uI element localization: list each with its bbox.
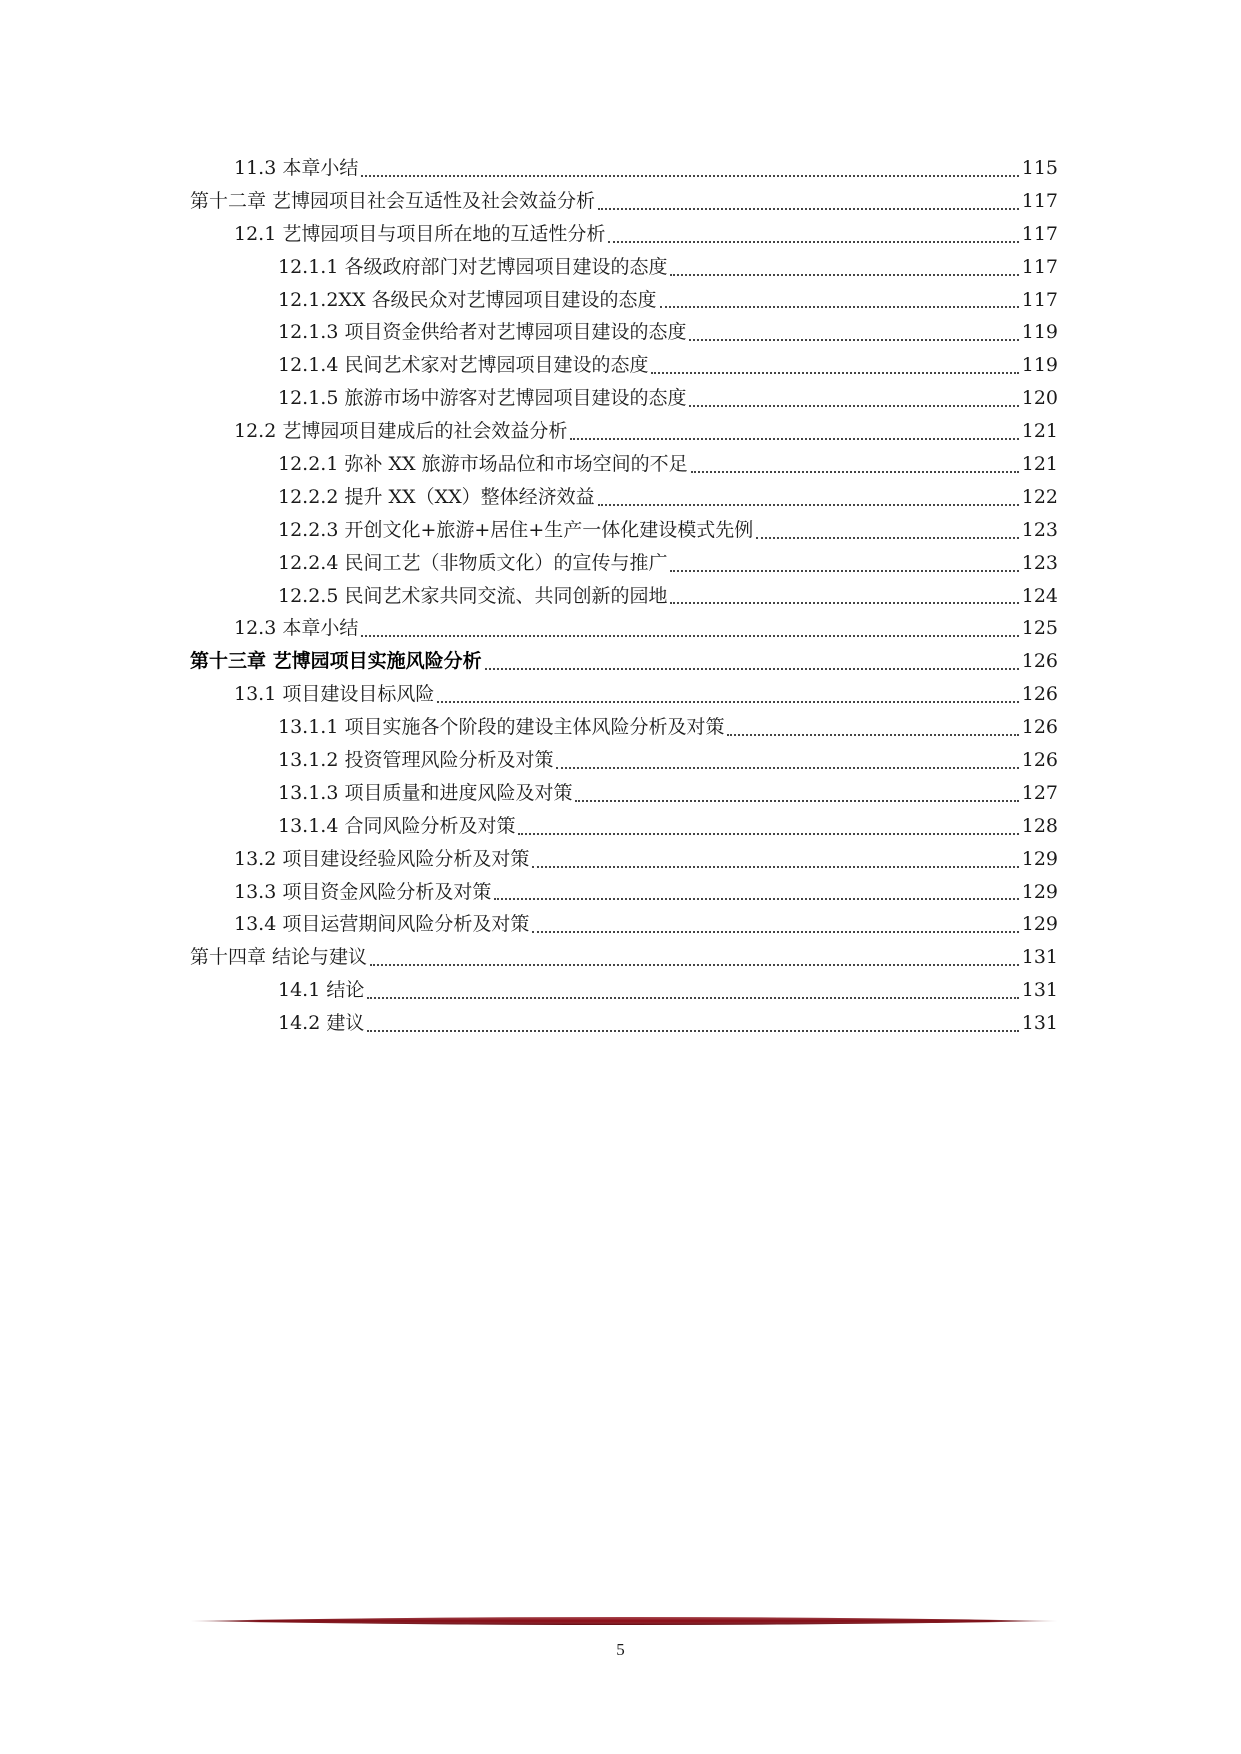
toc-entry-title: 13.2 项目建设经验风险分析及对策 bbox=[234, 847, 530, 870]
toc-entry-page-number: 121 bbox=[1021, 452, 1058, 475]
toc-entry-title: 第十二章 艺博园项目社会互适性及社会效益分析 bbox=[190, 189, 596, 212]
toc-dot-leader bbox=[437, 701, 1018, 703]
toc-entry-title: 11.3 本章小结 bbox=[234, 156, 359, 179]
toc-entry-page-number: 124 bbox=[1021, 584, 1058, 607]
toc-entry[interactable] bbox=[190, 876, 1058, 909]
toc-dot-leader bbox=[689, 339, 1018, 341]
toc-entry-title: 14.2 建议 bbox=[278, 1012, 365, 1035]
toc-entry-title: 12.2.2 提升 XX（XX）整体经济效益 bbox=[278, 485, 595, 508]
toc-entry-title: 12.2.3 开创文化+旅游+居住+生产一体化建设模式先例 bbox=[278, 518, 754, 541]
toc-entry[interactable] bbox=[190, 185, 1058, 218]
toc-entry[interactable] bbox=[190, 777, 1058, 810]
toc-entry[interactable] bbox=[190, 547, 1058, 580]
toc-entry[interactable] bbox=[190, 514, 1058, 547]
toc-entry[interactable] bbox=[190, 843, 1058, 876]
toc-entry[interactable] bbox=[190, 251, 1058, 284]
toc-entry-page-number: 119 bbox=[1021, 321, 1058, 344]
toc-entry-title: 13.1.4 合同风险分析及对策 bbox=[278, 814, 516, 837]
toc-dot-leader bbox=[361, 175, 1018, 177]
toc-entry[interactable] bbox=[190, 415, 1058, 448]
toc-dot-leader bbox=[556, 767, 1018, 769]
toc-entry[interactable] bbox=[190, 711, 1058, 744]
toc-entry-title: 12.1.2XX 各级民众对艺博园项目建设的态度 bbox=[278, 288, 657, 311]
toc-entry-page-number: 120 bbox=[1021, 387, 1058, 410]
toc-entry-page-number: 121 bbox=[1021, 420, 1058, 443]
toc-entry-page-number: 131 bbox=[1021, 1012, 1058, 1035]
toc-dot-leader bbox=[670, 570, 1018, 572]
toc-entry-title: 12.1.5 旅游市场中游客对艺博园项目建设的态度 bbox=[278, 387, 687, 410]
page-number: 5 bbox=[616, 1640, 625, 1659]
toc-entry-page-number: 117 bbox=[1021, 222, 1058, 245]
toc-dot-leader bbox=[570, 438, 1018, 440]
toc-entry[interactable] bbox=[190, 941, 1058, 974]
toc-dot-leader bbox=[532, 931, 1018, 933]
toc-dot-leader bbox=[670, 274, 1018, 276]
toc-dot-leader bbox=[598, 208, 1019, 210]
toc-entry-page-number: 129 bbox=[1021, 880, 1058, 903]
toc-entry-title: 12.2.1 弥补 XX 旅游市场品位和市场空间的不足 bbox=[278, 452, 688, 475]
toc-dot-leader bbox=[660, 306, 1019, 308]
toc-entry-title: 12.3 本章小结 bbox=[234, 617, 359, 640]
toc-entry-title: 13.3 项目资金风险分析及对策 bbox=[234, 880, 492, 903]
footer-decorative-rule bbox=[190, 1614, 1058, 1628]
toc-entry-title: 12.2 艺博园项目建成后的社会效益分析 bbox=[234, 420, 568, 443]
toc-entry[interactable] bbox=[190, 218, 1058, 251]
toc-dot-leader bbox=[532, 866, 1018, 868]
toc-entry-page-number: 126 bbox=[1021, 683, 1058, 706]
toc-entry-page-number: 123 bbox=[1021, 518, 1058, 541]
toc-entry-title: 12.1.4 民间艺术家对艺博园项目建设的态度 bbox=[278, 354, 649, 377]
toc-entry-title: 14.1 结论 bbox=[278, 979, 365, 1002]
toc-entry[interactable] bbox=[190, 612, 1058, 645]
toc-entry-page-number: 126 bbox=[1021, 716, 1058, 739]
toc-entry-page-number: 128 bbox=[1021, 814, 1058, 837]
toc-dot-leader bbox=[367, 997, 1018, 999]
toc-entry-page-number: 115 bbox=[1021, 156, 1058, 179]
toc-entry-title: 12.1.3 项目资金供给者对艺博园项目建设的态度 bbox=[278, 321, 687, 344]
toc-entry-title: 13.1.2 投资管理风险分析及对策 bbox=[278, 748, 554, 771]
toc-entry-title: 12.2.5 民间艺术家共同交流、共同创新的园地 bbox=[278, 584, 668, 607]
toc-dot-leader bbox=[575, 800, 1018, 802]
toc-entry-page-number: 129 bbox=[1021, 847, 1058, 870]
toc-entry[interactable] bbox=[190, 678, 1058, 711]
toc-dot-leader bbox=[727, 734, 1018, 736]
toc-entry-page-number: 131 bbox=[1021, 979, 1058, 1002]
toc-entry[interactable] bbox=[190, 744, 1058, 777]
toc-entry[interactable] bbox=[190, 908, 1058, 941]
toc-entry[interactable] bbox=[190, 152, 1058, 185]
toc-entry-page-number: 131 bbox=[1021, 946, 1058, 969]
toc-entry-page-number: 123 bbox=[1021, 551, 1058, 574]
toc-dot-leader bbox=[598, 504, 1019, 506]
toc-entry-title: 13.1 项目建设目标风险 bbox=[234, 683, 435, 706]
toc-dot-leader bbox=[361, 635, 1018, 637]
toc-entry[interactable] bbox=[190, 316, 1058, 349]
toc-dot-leader bbox=[651, 372, 1018, 374]
toc-dot-leader bbox=[485, 668, 1019, 670]
toc-entry[interactable] bbox=[190, 448, 1058, 481]
toc-entry-page-number: 129 bbox=[1021, 913, 1058, 936]
toc-entry[interactable] bbox=[190, 974, 1058, 1007]
toc-entry-title: 13.1.3 项目质量和进度风险及对策 bbox=[278, 781, 573, 804]
toc-dot-leader bbox=[670, 602, 1018, 604]
toc-dot-leader bbox=[518, 833, 1018, 835]
toc-dot-leader bbox=[691, 471, 1019, 473]
toc-entry[interactable] bbox=[190, 382, 1058, 415]
toc-entry-page-number: 117 bbox=[1021, 189, 1058, 212]
toc-entry-page-number: 122 bbox=[1021, 485, 1058, 508]
toc-entry-page-number: 126 bbox=[1021, 650, 1058, 673]
toc-entry[interactable] bbox=[190, 1007, 1058, 1040]
toc-entry[interactable] bbox=[190, 580, 1058, 613]
toc-entry[interactable] bbox=[190, 481, 1058, 514]
toc-entry-title: 13.1.1 项目实施各个阶段的建设主体风险分析及对策 bbox=[278, 716, 725, 739]
toc-dot-leader bbox=[608, 241, 1018, 243]
toc-dot-leader bbox=[367, 1030, 1018, 1032]
toc-dot-leader bbox=[689, 405, 1018, 407]
toc-entry-title: 第十三章 艺博园项目实施风险分析 bbox=[190, 650, 482, 673]
toc-entry[interactable] bbox=[190, 349, 1058, 382]
toc-entry[interactable] bbox=[190, 810, 1058, 843]
toc-entry-page-number: 126 bbox=[1021, 748, 1058, 771]
toc-entry-page-number: 127 bbox=[1021, 781, 1058, 804]
toc-dot-leader bbox=[494, 898, 1018, 900]
toc-entry-page-number: 119 bbox=[1021, 354, 1058, 377]
toc-entry-title: 12.1.1 各级政府部门对艺博园项目建设的态度 bbox=[278, 255, 668, 278]
toc-entry[interactable] bbox=[190, 645, 1058, 678]
toc-dot-leader bbox=[370, 964, 1019, 966]
toc-entry-title: 第十四章 结论与建议 bbox=[190, 946, 368, 969]
table-of-contents bbox=[190, 152, 1058, 1040]
toc-entry-page-number: 125 bbox=[1021, 617, 1058, 640]
toc-entry[interactable] bbox=[190, 284, 1058, 317]
toc-entry-title: 13.4 项目运营期间风险分析及对策 bbox=[234, 913, 530, 936]
toc-dot-leader bbox=[756, 537, 1019, 539]
toc-entry-page-number: 117 bbox=[1021, 255, 1058, 278]
toc-entry-title: 12.1 艺博园项目与项目所在地的互适性分析 bbox=[234, 222, 606, 245]
toc-entry-title: 12.2.4 民间工艺（非物质文化）的宣传与推广 bbox=[278, 551, 668, 574]
toc-entry-page-number: 117 bbox=[1021, 288, 1058, 311]
